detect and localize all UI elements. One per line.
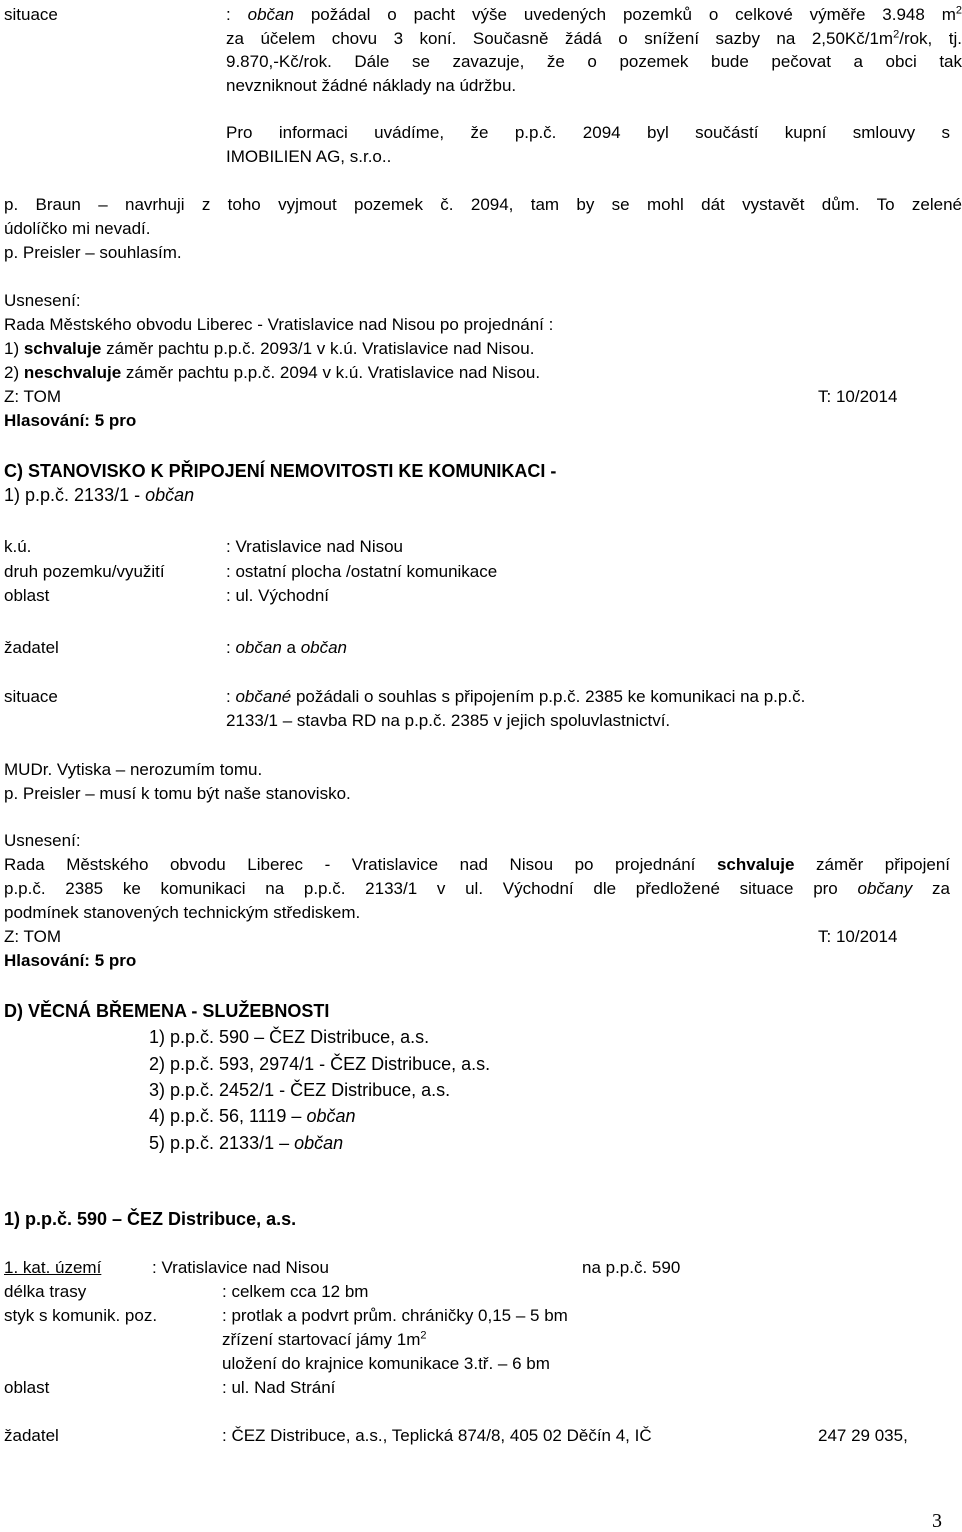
oblast-label: oblast xyxy=(4,586,50,605)
situace-c-line-2: 2133/1 – stavba RD na p.p.č. 2385 v jejich spoluvlastnictví. xyxy=(226,711,671,730)
info-line-1: Pro informaci uvádíme, že p.p.č. 2094 byl součástí kupní smlouvy s xyxy=(226,123,950,142)
styk-line-1: : protlak a podvrt prům. chráničky 0,15 – 5 bm xyxy=(222,1306,568,1325)
situace-line-2: za účelem chovu 3 koní. Současně žádá o snížení sazby na $2,50Kč/1m^2$/rok, tj. xyxy=(226,28,962,48)
easement-item-5: 5) p.p.č. 2133/1 – občan xyxy=(149,1133,344,1153)
info-line-2: IMOBILIEN AG, s.r.o.. xyxy=(226,147,392,166)
oblast-d-label: oblast xyxy=(4,1378,50,1397)
styk-label: styk s komunik. poz. xyxy=(4,1306,158,1325)
kat-uzemi-row xyxy=(4,1257,702,1279)
druh-value: : ostatní plocha /ostatní komunikace xyxy=(226,562,498,581)
braun-line-2: údolíčko mi nevadí. xyxy=(4,219,151,238)
kat-parcel: na p.p.č. 590 xyxy=(582,1258,681,1277)
voting-c-result: Hlasování: 5 pro xyxy=(4,951,137,970)
situace-line-1: : občan požádal o pacht výše uvedených pozemků o celkové výměře 3.948 $m^2$ xyxy=(226,4,962,24)
easement-item-3: 3) p.p.č. 2452/1 - ČEZ Distribuce, a.s. xyxy=(149,1080,451,1100)
rada-c-line-2: p.p.č. 2385 ke komunikaci na p.p.č. 2133/1 v ul. Východní dle předložené situace pro občany za xyxy=(4,879,950,898)
situace-c-line-1: : občané požádali o souhlas s připojením p.p.č. 2385 ke komunikaci na p.p.č. xyxy=(226,687,806,706)
ku-label: k.ú. xyxy=(4,537,32,556)
deadline-c-label: T: 10/2014 xyxy=(818,927,898,946)
braun-line-1: p. Braun – navrhuji z toho vyjmout pozemek č. 2094, tam by se mohl dát vystavět dům. To zelené xyxy=(4,195,962,214)
zadatel-value: : občan a občan xyxy=(226,638,348,657)
rada-c-line-1: Rada Městského obvodu Liberec - Vratislavice nad Nisou po projednání schvaluje záměr připojení xyxy=(4,855,951,874)
easement-subheading: 1) p.p.č. 590 – ČEZ Distribuce, a.s. xyxy=(4,1209,297,1229)
zadatel-d-label: žadatel xyxy=(4,1426,59,1445)
preisler-comment: p. Preisler – souhlasím. xyxy=(4,243,182,262)
responsible-c-label: Z: TOM xyxy=(4,927,61,946)
resolution-item-2: 2) neschvaluje záměr pachtu p.p.č. 2094 v k.ú. Vratislavice nad Nisou. xyxy=(4,363,541,382)
usneseni-c-heading: Usnesení: xyxy=(4,831,81,850)
rada-text: Rada Městského obvodu Liberec - Vratislavice nad Nisou po projednání : xyxy=(4,315,554,334)
resolution-item-1: 1) schvaluje záměr pachtu p.p.č. 2093/1 v k.ú. Vratislavice nad Nisou. xyxy=(4,339,535,358)
situace-line-3: 9.870,-Kč/rok. Dále se zavazuje, že o pozemek bude pečovat a obci tak xyxy=(226,52,962,71)
styk-line-2: zřízení startovací jámy $1m^2$ xyxy=(222,1329,427,1349)
usneseni-heading: Usnesení: xyxy=(4,291,81,310)
easement-item-4: 4) p.p.č. 56, 1119 – občan xyxy=(149,1106,356,1126)
easement-item-1: 1) p.p.č. 590 – ČEZ Distribuce, a.s. xyxy=(149,1027,430,1047)
zadatel-label: žadatel xyxy=(4,638,59,657)
mudr-comment: MUDr. Vytiska – nerozumím tomu. xyxy=(4,760,263,779)
situace-label: situace xyxy=(4,5,58,24)
oblast-d-value: : ul. Nad Strání xyxy=(222,1378,336,1397)
zadatel-d-ic: 247 29 035, xyxy=(818,1426,908,1445)
ku-value: : Vratislavice nad Nisou xyxy=(226,537,404,556)
section-d-heading: D) VĚCNÁ BŘEMENA - SLUŽEBNOSTI xyxy=(4,1001,330,1021)
kat-label: 1. kat. území xyxy=(4,1258,102,1277)
rada-c-line-3: podmínek stanovených technickým střediskem. xyxy=(4,903,361,922)
zadatel-d-value: : ČEZ Distribuce, a.s., Teplická 874/8, 405 02 Děčín 4, IČ xyxy=(222,1426,652,1445)
delka-label: délka trasy xyxy=(4,1282,87,1301)
preisler-c-comment: p. Preisler – musí k tomu být naše stanovisko. xyxy=(4,784,351,803)
druh-label: druh pozemku/využití xyxy=(4,562,165,581)
voting-result: Hlasování: 5 pro xyxy=(4,411,137,430)
page-number: 3 xyxy=(932,1510,942,1532)
delka-value: : celkem cca 12 bm xyxy=(222,1282,369,1301)
section-c-heading: C) STANOVISKO K PŘIPOJENÍ NEMOVITOSTI KE KOMUNIKACI - xyxy=(4,461,557,481)
situace-c-label: situace xyxy=(4,687,58,706)
deadline-label: T: 10/2014 xyxy=(818,387,898,406)
responsible-label: Z: TOM xyxy=(4,387,61,406)
easement-item-2: 2) p.p.č. 593, 2974/1 - ČEZ Distribuce, a.s. xyxy=(149,1054,491,1074)
oblast-value: : ul. Východní xyxy=(226,586,330,605)
section-c-subheading: 1) p.p.č. 2133/1 - občan xyxy=(4,485,195,505)
kat-value: : Vratislavice nad Nisou xyxy=(152,1258,330,1277)
styk-line-3: uložení do krajnice komunikace 3.tř. – 6 bm xyxy=(222,1354,550,1373)
situace-line-4: nevzniknout žádné náklady na údržbu. xyxy=(226,76,517,95)
